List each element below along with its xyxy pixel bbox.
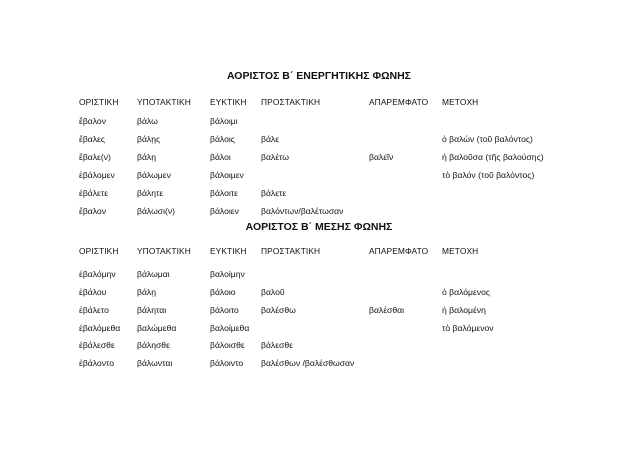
cell-prostaktiki: βαλέσθων /βαλέσθωσαν <box>261 358 355 368</box>
cell-ypotaktiki: βαλώμεθα <box>137 323 177 333</box>
cell-aparemfato: βαλεῖν <box>369 152 394 162</box>
cell-prostaktiki: βαλόντων/βαλέτωσαν <box>261 206 344 216</box>
cell-prostaktiki: βαλέσθω <box>261 305 296 315</box>
table-row <box>0 266 638 282</box>
header-metochi: ΜΕΤΟΧΗ <box>442 97 479 107</box>
cell-oristiki: ἐβάλεσθε <box>79 340 115 350</box>
cell-ypotaktiki: βάλω <box>137 116 158 126</box>
cell-metochi: ἡ βαλοῦσα (τῆς βαλούσης) <box>442 152 544 162</box>
cell-prostaktiki: βάλεσθε <box>261 340 293 350</box>
cell-ypotaktiki: βάλῃ <box>137 287 156 297</box>
cell-ypotaktiki: βάλωμαι <box>137 269 170 279</box>
header-oristiki: ΟΡΙΣΤΙΚΗ <box>79 97 119 107</box>
cell-efktiki: βάλοιτο <box>210 305 239 315</box>
cell-oristiki: ἐβάλοντο <box>79 358 115 368</box>
table-row <box>0 302 638 318</box>
cell-prostaktiki: βάλετε <box>261 188 287 198</box>
cell-prostaktiki: βαλοῦ <box>261 287 285 297</box>
cell-oristiki: ἐβάλετο <box>79 305 109 315</box>
cell-oristiki: ἐβαλόμην <box>79 269 116 279</box>
table-row <box>0 167 638 183</box>
cell-oristiki: ἔβαλον <box>79 206 106 216</box>
cell-efktiki: βάλοισθε <box>210 340 245 350</box>
table-row <box>0 185 638 201</box>
cell-oristiki: ἐβάλομεν <box>79 170 115 180</box>
header-prostaktiki: ΠΡΟΣΤΑΚΤΙΚΗ <box>261 97 321 107</box>
table-row <box>0 320 638 336</box>
table-row <box>0 355 638 371</box>
header-metochi: ΜΕΤΟΧΗ <box>442 246 479 256</box>
cell-oristiki: ἔβαλε(ν) <box>79 152 111 162</box>
cell-ypotaktiki: βάλῃς <box>137 134 161 144</box>
cell-efktiki: βαλοίμεθα <box>210 323 250 333</box>
cell-ypotaktiki: βάλῃ <box>137 152 156 162</box>
table-header-row <box>0 94 638 110</box>
cell-oristiki: ἔβαλες <box>79 134 106 144</box>
cell-prostaktiki: βάλε <box>261 134 280 144</box>
cell-metochi: ὁ βαλών (τοῦ βαλόντος) <box>442 134 533 144</box>
cell-prostaktiki: βαλέτω <box>261 152 290 162</box>
cell-efktiki: βάλοιο <box>210 287 236 297</box>
table-row <box>0 284 638 300</box>
table-row <box>0 149 638 165</box>
header-efktiki: ΕΥΚΤΙΚΗ <box>210 246 247 256</box>
header-oristiki: ΟΡΙΣΤΙΚΗ <box>79 246 119 256</box>
cell-metochi: ὁ βαλόμενος <box>442 287 491 297</box>
cell-ypotaktiki: βάλωνται <box>137 358 173 368</box>
cell-oristiki: ἔβαλον <box>79 116 106 126</box>
cell-ypotaktiki: βάλωσι(ν) <box>137 206 176 216</box>
cell-oristiki: ἐβάλου <box>79 287 107 297</box>
cell-efktiki: βάλοιεν <box>210 206 239 216</box>
cell-efktiki: βαλοίμην <box>210 269 245 279</box>
header-prostaktiki: ΠΡΟΣΤΑΚΤΙΚΗ <box>261 246 321 256</box>
cell-aparemfato: βαλέσθαι <box>369 305 405 315</box>
cell-ypotaktiki: βάλητε <box>137 188 164 198</box>
cell-metochi: τὸ βαλόν (τοῦ βαλόντος) <box>442 170 535 180</box>
cell-efktiki: βάλοι <box>210 152 231 162</box>
table-row <box>0 131 638 147</box>
section-middle-title: ΑΟΡΙΣΤΟΣ Β΄ ΜΕΣΗΣ ΦΩΝΗΣ <box>245 221 393 233</box>
cell-efktiki: βάλοις <box>210 134 235 144</box>
cell-oristiki: ἐβαλόμεθα <box>79 323 121 333</box>
table-row <box>0 113 638 129</box>
cell-metochi: τὸ βαλόμενον <box>442 323 494 333</box>
cell-oristiki: ἐβάλετε <box>79 188 109 198</box>
header-ypotaktiki: ΥΠΟΤΑΚΤΙΚΗ <box>137 246 191 256</box>
cell-efktiki: βάλοιμεν <box>210 170 244 180</box>
section-active-title: ΑΟΡΙΣΤΟΣ Β΄ ΕΝΕΡΓΗΤΙΚΗΣ ΦΩΝΗΣ <box>226 70 411 82</box>
header-ypotaktiki: ΥΠΟΤΑΚΤΙΚΗ <box>137 97 191 107</box>
header-aparemfato: ΑΠΑΡΕΜΦΑΤΟ <box>369 97 429 107</box>
table-row <box>0 203 638 219</box>
header-efktiki: ΕΥΚΤΙΚΗ <box>210 97 247 107</box>
cell-metochi: ἡ βαλομένη <box>442 305 486 315</box>
cell-ypotaktiki: βάλωμεν <box>137 170 171 180</box>
table-header-row <box>0 243 638 259</box>
table-row <box>0 337 638 353</box>
cell-ypotaktiki: βάληται <box>137 305 167 315</box>
cell-efktiki: βάλοιμι <box>210 116 238 126</box>
cell-efktiki: βάλοιντο <box>210 358 244 368</box>
header-aparemfato: ΑΠΑΡΕΜΦΑΤΟ <box>369 246 429 256</box>
cell-ypotaktiki: βάλησθε <box>137 340 170 350</box>
cell-efktiki: βάλοιτε <box>210 188 238 198</box>
